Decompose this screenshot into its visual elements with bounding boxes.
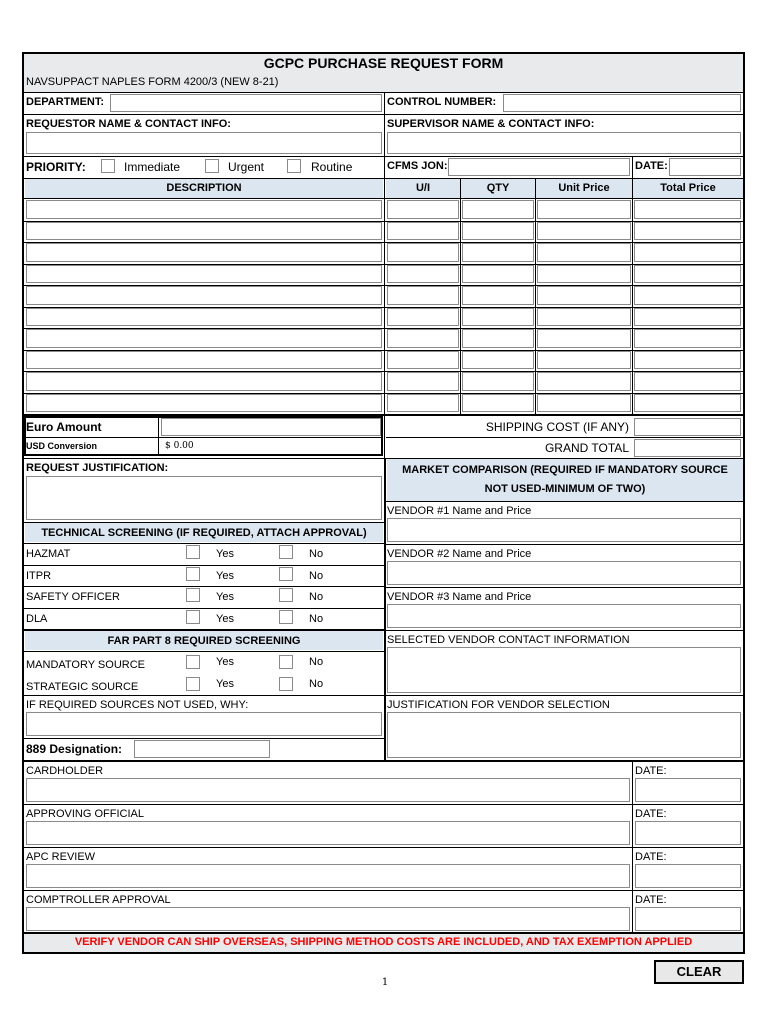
vendor-justification-field[interactable] <box>387 712 741 758</box>
shipping-cost-field[interactable] <box>634 418 741 436</box>
divider <box>24 350 743 351</box>
ui-field[interactable] <box>387 329 459 348</box>
unit-price-field[interactable] <box>537 308 631 327</box>
vendor-justification-label: JUSTIFICATION FOR VENDOR SELECTION <box>387 699 610 711</box>
strategic-source-no-checkbox[interactable] <box>279 677 293 691</box>
unit-price-field[interactable] <box>537 265 631 284</box>
technical-screening-title: TECHNICAL SCREENING (IF REQUIRED, ATTACH APPROVAL) <box>41 527 367 539</box>
divider <box>24 285 743 286</box>
apc-review-date-label: DATE: <box>635 851 667 863</box>
cardholder-label: CARDHOLDER <box>26 765 104 777</box>
divider <box>24 264 743 265</box>
priority-routine-checkbox[interactable] <box>287 159 301 173</box>
clear-button[interactable]: CLEAR <box>654 960 744 984</box>
divider <box>24 437 383 438</box>
shipping-cost-label: SHIPPING COST (IF ANY) <box>485 420 629 434</box>
divider <box>24 114 743 115</box>
department-label: DEPARTMENT: <box>26 96 105 108</box>
qty-field[interactable] <box>462 351 534 370</box>
itpr-yes-label: Yes <box>216 570 234 582</box>
comptroller-date-field[interactable] <box>635 907 741 931</box>
strategic-source-label: STRATEGIC SOURCE <box>26 681 139 693</box>
hazmat-yes-label: Yes <box>216 548 234 560</box>
unit-price-field[interactable] <box>537 351 631 370</box>
mandatory-source-label: MANDATORY SOURCE <box>26 659 145 671</box>
strategic-source-yes-label: Yes <box>216 678 234 690</box>
divider <box>24 393 743 394</box>
divider <box>386 437 743 438</box>
description-field[interactable] <box>26 222 382 241</box>
requestor-field[interactable] <box>26 132 382 154</box>
vendor3-field[interactable] <box>387 604 741 628</box>
dla-label: DLA <box>26 613 48 625</box>
dla-yes-label: Yes <box>216 613 234 625</box>
safety-officer-yes-checkbox[interactable] <box>186 588 200 602</box>
date-field[interactable] <box>669 158 741 176</box>
strategic-source-no-label: No <box>309 678 324 690</box>
qty-field[interactable] <box>462 222 534 241</box>
qty-field[interactable] <box>462 372 534 391</box>
divider <box>24 651 384 652</box>
divider <box>386 695 743 696</box>
ui-field[interactable] <box>387 222 459 241</box>
approving-official-date-label: DATE: <box>635 808 667 820</box>
form-number: NAVSUPPACT NAPLES FORM 4200/3 (NEW 8-21) <box>26 76 279 88</box>
divider <box>24 543 384 544</box>
supervisor-label: SUPERVISOR NAME & CONTACT INFO: <box>387 118 595 130</box>
divider <box>24 890 743 891</box>
divider <box>386 630 743 631</box>
itpr-yes-checkbox[interactable] <box>186 567 200 581</box>
column-header-ui: U/I <box>415 182 431 194</box>
apc-review-label: APC REVIEW <box>26 851 96 863</box>
ui-field[interactable] <box>387 308 459 327</box>
qty-field[interactable] <box>462 394 534 413</box>
qty-field[interactable] <box>462 286 534 305</box>
description-field[interactable] <box>26 329 382 348</box>
comptroller-field[interactable] <box>26 907 630 931</box>
divider <box>24 371 743 372</box>
priority-routine-label: Routine <box>311 160 353 174</box>
unit-price-field[interactable] <box>537 372 631 391</box>
euro-amount-label: Euro Amount <box>26 420 102 434</box>
divider <box>24 198 743 199</box>
hazmat-no-label: No <box>309 548 324 560</box>
itpr-label: ITPR <box>26 570 52 582</box>
divider <box>24 586 384 587</box>
vendor3-label: VENDOR #3 Name and Price <box>387 591 532 603</box>
divider <box>24 738 384 739</box>
safety-officer-label: SAFETY OFFICER <box>26 591 120 603</box>
divider <box>384 92 385 464</box>
description-field[interactable] <box>26 372 382 391</box>
comptroller-date-label: DATE: <box>635 894 667 906</box>
ui-field[interactable] <box>387 286 459 305</box>
total-price-field[interactable] <box>634 394 741 413</box>
qty-field[interactable] <box>462 200 534 219</box>
total-price-field[interactable] <box>634 200 741 219</box>
priority-immediate-label: Immediate <box>124 160 181 174</box>
approving-official-label: APPROVING OFFICIAL <box>26 808 144 820</box>
safety-officer-yes-label: Yes <box>216 591 234 603</box>
safety-officer-no-label: No <box>309 591 324 603</box>
request-justification-label: REQUEST JUSTIFICATION: <box>26 462 169 474</box>
vendor1-label: VENDOR #1 Name and Price <box>387 505 532 517</box>
divider <box>386 501 743 502</box>
divider <box>24 760 743 762</box>
dla-no-checkbox[interactable] <box>279 610 293 624</box>
ui-field[interactable] <box>387 351 459 370</box>
grand-total-field[interactable] <box>634 439 741 457</box>
priority-label: PRIORITY: <box>26 160 86 174</box>
description-field[interactable] <box>26 351 382 370</box>
priority-urgent-checkbox[interactable] <box>205 159 219 173</box>
column-header-description: DESCRIPTION <box>166 182 242 194</box>
divider <box>535 178 536 414</box>
vendor2-field[interactable] <box>387 561 741 585</box>
euro-amount-field[interactable] <box>161 418 381 436</box>
cardholder-date-label: DATE: <box>635 765 667 777</box>
column-header-total-price: Total Price <box>660 182 716 194</box>
total-price-field[interactable] <box>634 243 741 262</box>
strategic-source-yes-checkbox[interactable] <box>186 677 200 691</box>
cardholder-field[interactable] <box>26 778 630 802</box>
supervisor-field[interactable] <box>387 132 741 154</box>
divider <box>24 307 743 308</box>
divider <box>632 178 633 414</box>
date-label: DATE: <box>635 160 668 172</box>
divider <box>24 221 743 222</box>
qty-field[interactable] <box>462 329 534 348</box>
divider <box>158 416 159 456</box>
ui-field[interactable] <box>387 394 459 413</box>
description-field[interactable] <box>26 394 382 413</box>
divider <box>386 587 743 588</box>
divider <box>24 695 384 696</box>
control-number-field[interactable] <box>503 94 741 112</box>
total-price-field[interactable] <box>634 265 741 284</box>
request-justification-field[interactable] <box>26 476 382 520</box>
ui-field[interactable] <box>387 372 459 391</box>
divider <box>24 328 743 329</box>
hazmat-no-checkbox[interactable] <box>279 545 293 559</box>
total-price-field[interactable] <box>634 329 741 348</box>
divider <box>24 242 743 243</box>
usd-conversion-label: USD Conversion <box>26 441 98 451</box>
apc-review-date-field[interactable] <box>635 864 741 888</box>
selected-vendor-label: SELECTED VENDOR CONTACT INFORMATION <box>387 634 630 646</box>
qty-field[interactable] <box>462 243 534 262</box>
qty-field[interactable] <box>462 265 534 284</box>
column-header-unit-price: Unit Price <box>558 182 610 194</box>
designation-field[interactable] <box>134 740 270 758</box>
form-title: GCPC PURCHASE REQUEST FORM <box>263 55 504 71</box>
safety-officer-no-checkbox[interactable] <box>279 588 293 602</box>
comptroller-label: COMPTROLLER APPROVAL <box>26 894 171 906</box>
mandatory-source-no-checkbox[interactable] <box>279 655 293 669</box>
itpr-no-checkbox[interactable] <box>279 567 293 581</box>
department-field[interactable] <box>110 94 382 112</box>
selected-vendor-field[interactable] <box>387 647 741 693</box>
page-number: 1 <box>381 977 389 988</box>
ui-field[interactable] <box>387 265 459 284</box>
control-number-label: CONTROL NUMBER: <box>387 96 497 108</box>
far-screening-title: FAR PART 8 REQUIRED SCREENING <box>107 635 301 647</box>
mandatory-source-yes-checkbox[interactable] <box>186 655 200 669</box>
description-field[interactable] <box>26 308 382 327</box>
cardholder-date-field[interactable] <box>635 778 741 802</box>
description-field[interactable] <box>26 243 382 262</box>
unit-price-field[interactable] <box>537 200 631 219</box>
usd-conversion-value: $ 0.00 <box>165 441 194 451</box>
vendor1-field[interactable] <box>387 518 741 542</box>
unit-price-field[interactable] <box>537 222 631 241</box>
dla-no-label: No <box>309 613 324 625</box>
divider <box>386 544 743 545</box>
why-field[interactable] <box>26 712 382 736</box>
apc-review-field[interactable] <box>26 864 630 888</box>
column-header-qty: QTY <box>486 182 510 194</box>
ui-field[interactable] <box>387 200 459 219</box>
divider <box>24 156 743 157</box>
dla-yes-checkbox[interactable] <box>186 610 200 624</box>
approving-official-field[interactable] <box>26 821 630 845</box>
requestor-label: REQUESTOR NAME & CONTACT INFO: <box>26 118 231 130</box>
divider <box>24 608 384 609</box>
divider <box>632 156 633 178</box>
total-price-field[interactable] <box>634 351 741 370</box>
description-field[interactable] <box>26 200 382 219</box>
mandatory-source-yes-label: Yes <box>216 656 234 668</box>
warning-text: VERIFY VENDOR CAN SHIP OVERSEAS, SHIPPING METHOD COSTS ARE INCLUDED, AND TAX EXEMPTION APPLIED <box>74 936 693 948</box>
divider <box>460 178 461 414</box>
vendor2-label: VENDOR #2 Name and Price <box>387 548 532 560</box>
unit-price-field[interactable] <box>537 286 631 305</box>
grand-total-label: GRAND TOTAL <box>544 441 629 455</box>
total-price-field[interactable] <box>634 222 741 241</box>
hazmat-yes-checkbox[interactable] <box>186 545 200 559</box>
divider <box>24 847 743 848</box>
priority-urgent-label: Urgent <box>228 160 265 174</box>
total-price-field[interactable] <box>634 372 741 391</box>
priority-immediate-checkbox[interactable] <box>101 159 115 173</box>
unit-price-field[interactable] <box>537 329 631 348</box>
cfms-jon-label: CFMS JON: <box>387 160 448 172</box>
market-comparison-label: MARKET COMPARISON (REQUIRED IF MANDATORY SOURCE NOT USED-MINIMUM OF TWO) <box>402 464 728 495</box>
unit-price-field[interactable] <box>537 394 631 413</box>
total-price-field[interactable] <box>634 308 741 327</box>
mandatory-source-no-label: No <box>309 656 324 668</box>
why-label: IF REQUIRED SOURCES NOT USED, WHY: <box>26 699 249 711</box>
total-price-field[interactable] <box>634 286 741 305</box>
description-field[interactable] <box>26 265 382 284</box>
hazmat-label: HAZMAT <box>26 548 71 560</box>
itpr-no-label: No <box>309 570 324 582</box>
designation-label: 889 Designation: <box>26 742 123 756</box>
ui-field[interactable] <box>387 243 459 262</box>
divider <box>24 565 384 566</box>
unit-price-field[interactable] <box>537 243 631 262</box>
divider <box>384 458 386 760</box>
description-field[interactable] <box>26 286 382 305</box>
cfms-jon-field[interactable] <box>448 158 630 176</box>
divider <box>24 804 743 805</box>
qty-field[interactable] <box>462 308 534 327</box>
approving-official-date-field[interactable] <box>635 821 741 845</box>
divider <box>632 760 633 932</box>
